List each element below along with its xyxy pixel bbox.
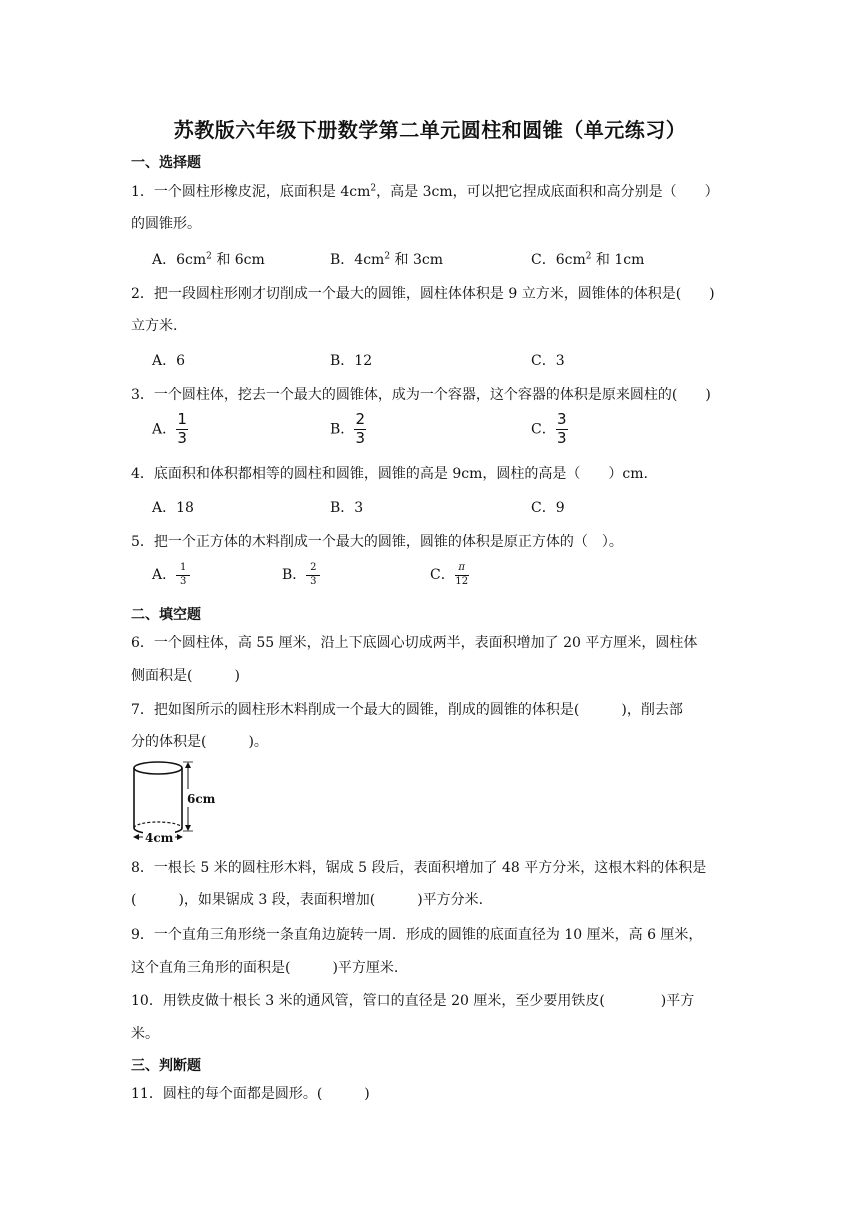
fraction: $\frac{3}{3}$	[556, 410, 567, 447]
question-4-option-c[interactable]: C．9	[531, 500, 565, 516]
question-5-option-a[interactable]: A． $\frac{1}{3}$	[152, 563, 190, 587]
question-4-option-a[interactable]: A．18	[152, 500, 194, 516]
cylinder-figure	[131, 760, 215, 844]
question-2-option-b[interactable]: B．12	[330, 353, 373, 369]
page-title: 苏教版六年级下册数学第二单元圆柱和圆锥（单元练习）	[173, 118, 687, 142]
fraction: $\frac{1}{3}$	[177, 410, 187, 447]
fraction: $\frac{\pi}{12}$	[455, 562, 469, 587]
question-3-option-b[interactable]: B． $\frac{2}{3}$	[330, 410, 366, 447]
question-5-option-c[interactable]: C． $\frac{\pi}{12}$	[430, 562, 469, 587]
figure-height-label: 6cm	[187, 792, 215, 806]
question-6-line-2: 侧面积是( )	[131, 668, 240, 684]
question-1-option-b[interactable]: B．$4cm^2$ 和 3cm	[330, 251, 443, 268]
question-4-line-1: 4．底面积和体积都相等的圆柱和圆锥，圆锥的高是 9cm，圆柱的高是（ ）cm.	[131, 466, 648, 482]
cylinder-diagram	[131, 760, 215, 844]
question-3-option-c[interactable]: C． $\frac{3}{3}$	[531, 410, 567, 447]
question-2-option-c[interactable]: C．3	[531, 353, 565, 369]
question-10-line-1: 10．用铁皮做十根长 3 米的通风管，管口的直径是 20 厘米，至少要用铁皮( )平方	[131, 993, 695, 1009]
question-4-option-b[interactable]: B．3	[330, 500, 364, 516]
question-2-line-1: 2．把一段圆柱形刚才切削成一个最大的圆锥，圆柱体体积是 9 立方米，圆锥体的体积是( )	[131, 286, 715, 302]
question-2-option-a[interactable]: A．6	[152, 353, 186, 369]
question-7-line-2: 分的体积是( )。	[131, 734, 268, 750]
question-10-line-2: 米。	[131, 1026, 159, 1042]
question-3-line-1: 3．一个圆柱体，挖去一个最大的圆锥体，成为一个容器，这个容器的体积是原来圆柱的( )	[131, 387, 711, 403]
question-5-option-b[interactable]: B． $\frac{2}{3}$	[282, 563, 320, 587]
question-8-line-2: ( )，如果锯成 3 段，表面积增加( )平方分米.	[131, 892, 484, 908]
fraction: $\frac{2}{3}$	[355, 410, 366, 447]
question-6-line-1: 6．一个圆柱体，高 55 厘米，沿上下底圆心切成两半，表面积增加了 20 平方厘米，圆柱体	[131, 635, 698, 651]
section-heading-judge: 三、判断题	[131, 1058, 201, 1074]
section-heading-choice: 一、选择题	[131, 155, 201, 171]
question-8-line-1: 8．一根长 5 米的圆柱形木料，锯成 5 段后，表面积增加了 48 平方分米，这根木料的体积是	[131, 860, 707, 876]
question-2-line-2: 立方米.	[131, 318, 178, 334]
question-1-option-c[interactable]: C．$6cm^2$ 和 1cm	[531, 251, 645, 268]
fraction: $\frac{2}{3}$	[306, 563, 320, 587]
question-5-line-1: 5．把一个正方体的木料削成一个最大的圆锥，圆锥的体积是原正方体的（ ）。	[131, 534, 623, 550]
question-3-option-a[interactable]: A． $\frac{1}{3}$	[152, 410, 187, 447]
question-1-option-a[interactable]: A．$6cm^2$ 和 6cm	[152, 251, 265, 268]
question-1-line-1: 1．一个圆柱形橡皮泥，底面积是 $4cm^2$，高是 3cm，可以把它捏成底面积和高分别是（ ）	[131, 183, 719, 200]
question-1-line-2: 的圆锥形。	[131, 216, 201, 232]
section-heading-fill: 二、填空题	[131, 607, 201, 623]
question-9-line-2: 这个直角三角形的面积是( )平方厘米.	[131, 960, 399, 976]
question-9-line-1: 9．一个直角三角形绕一条直角边旋转一周．形成的圆锥的底面直径为 10 厘米，高 6 厘米，	[131, 927, 703, 943]
question-11-line-1: 11．圆柱的每个面都是圆形。( )	[131, 1086, 370, 1102]
question-7-line-1: 7．把如图所示的圆柱形木料削成一个最大的圆锥，削成的圆锥的体积是( )，削去部	[131, 702, 683, 718]
fraction: $\frac{1}{3}$	[176, 563, 190, 587]
figure-width-label: 4cm	[145, 831, 174, 844]
